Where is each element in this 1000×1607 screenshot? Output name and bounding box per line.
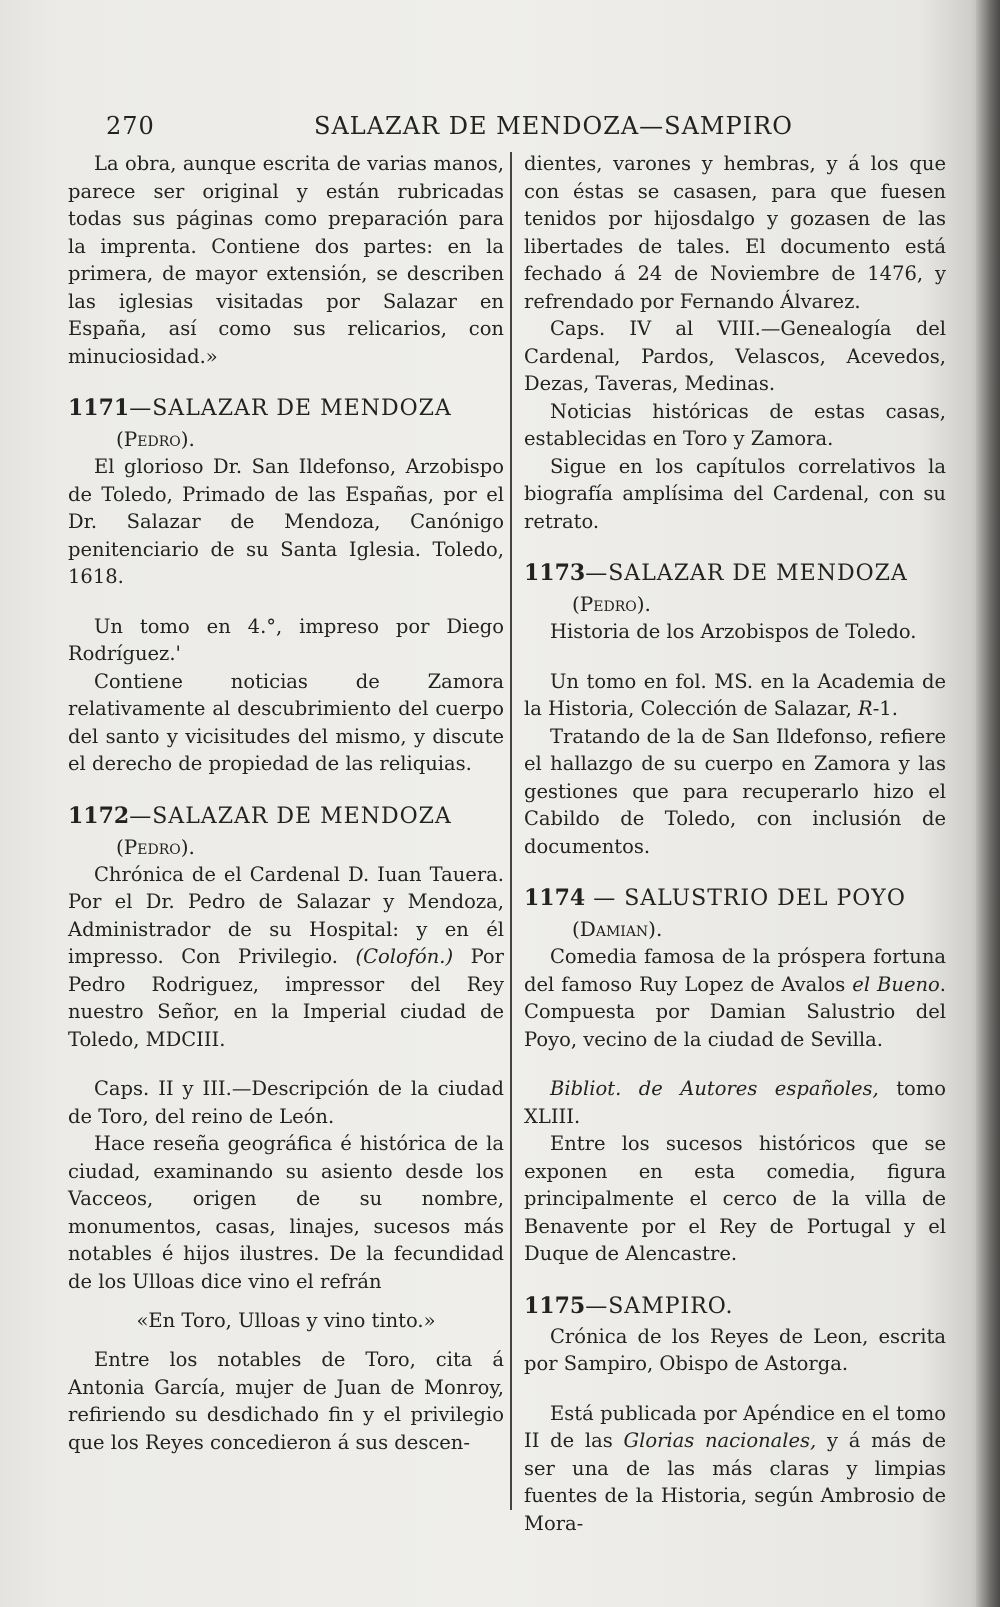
entry-title: Chrónica de el Cardenal D. Iuan Tauera. Por el Dr. Pedro de Salazar y Mendoza, Administrador de su Hospital: y en él impresso. Con Privilegio. (Colofón.) Por Pedro Rodriguez, impressor del Rey nuestro Señor, en la Imperial ciudad de Toledo, MDCIII. <box>68 862 504 1051</box>
book-spine-shadow <box>976 0 1000 1607</box>
entry-title: Historia de los Arzobispos de Toledo. <box>550 620 917 643</box>
paragraph: Caps. IV al VIII.—Genealogía del Cardenal, Pardos, Velascos, Acevedos, Dezas, Taveras, Medinas. <box>524 317 946 395</box>
entry-description: Un tomo en 4.°, impreso por Diego Rodríguez.' <box>68 614 504 665</box>
left-column <box>68 150 504 1456</box>
paragraph-continued: dientes, varones y hembras, y á los que con éstas se casasen, para que fuesen tenidos por hijosdalgo y gozasen de las libertades de tales. El documento está fechado á 24 de Noviembre de 1476, y refrendado por Fernando Álvarez. <box>524 152 946 313</box>
entry-description: Caps. II y III.—Descripción de la ciudad de Toro, del reino de León. <box>68 1077 504 1128</box>
entry-heading-1173: 1173—SALAZAR DE MENDOZA <box>524 560 908 586</box>
entry-description: Tratando de la de San Ildefonso, refiere el hallazgo de su cuerpo en Zamora y las gestiones que para recuperarlo hizo el Cabildo de Toledo, con inclusión de documentos. <box>524 724 946 858</box>
paragraph: Sigue en los capítulos correlativos la biografía amplísima del Cardenal, con su retrato. <box>524 454 946 533</box>
entry-heading-1171: 1171—SALAZAR DE MENDOZA <box>68 395 452 421</box>
entry-given-name: (Damian). <box>572 917 663 941</box>
entry-title: El glorioso Dr. San Ildefonso, Arzobispo de Toledo, Primado de las Españas, por el Dr. Salazar de Mendoza, Canónigo penitenciario de su Santa Iglesia. Toledo, 1618. <box>68 455 504 588</box>
paragraph: Noticias históricas de estas casas, establecidas en Toro y Zamora. <box>524 399 946 450</box>
entry-title: Comedia famosa de la próspera fortuna del famoso Ruy Lopez de Avalos el Bueno. Compuesta por Damian Salustrio del Poyo, vecino de la ciudad de Sevilla. <box>524 945 946 1051</box>
entry-description: Está publicada por Apéndice en el tomo II de las Glorias nacionales, y á más de ser una de las más claras y limpias fuentes de la Historia, según Ambrosio de Mora- <box>524 1401 946 1535</box>
column-divider <box>510 152 512 1510</box>
entry-given-name: (Pedro). <box>116 834 195 859</box>
right-column <box>524 150 946 1537</box>
paragraph-continued: La obra, aunque escrita de varias manos, parece ser original y están rubricadas todas sus páginas como preparación para la imprenta. Contiene dos partes: en la primera, de mayor extensión, se describen las iglesias visitadas por Salazar en España, así como sus relicarios, con minuciosidad.» <box>68 152 504 368</box>
entry-heading-1175: 1175—SAMPIRO. <box>524 1292 734 1319</box>
entry-given-name: (Pedro). <box>116 427 195 451</box>
entry-description: Un tomo en fol. MS. en la Academia de la Historia, Colección de Salazar, R-1. <box>524 669 946 720</box>
entry-description: Hace reseña geográfica é histórica de la ciudad, examinando su asiento desde los Vacceos, origen de su nombre, monumentos, casas, linajes, sucesos más notables é hijos ilustres. De la fecundidad de los Ulloas dice vino el refrán <box>68 1132 504 1293</box>
entry-description: Entre los sucesos históricos que se exponen en esta comedia, figura principalmente el cerco de la villa de Benavente por el Rey de Portugal y el Duque de Alencastre. <box>524 1132 946 1265</box>
entry-given-name: (Pedro). <box>572 592 651 616</box>
entry-description: Entre los notables de Toro, cita á Antonia García, mujer de Juan de Monroy, refiriendo su desdichado fin y el privilegio que los Reyes concedieron á sus descen- <box>68 1348 504 1454</box>
page-number: 270 <box>106 112 155 140</box>
entry-description: Contiene noticias de Zamora relativamente al descubrimiento del cuerpo del santo y vicisitudes del mismo, y discute el derecho de propiedad de las reliquias. <box>68 669 504 775</box>
entry-heading-1172: 1172—SALAZAR DE MENDOZA <box>68 802 452 829</box>
entry-description: Bibliot. de Autores españoles, tomo XLIII. <box>524 1077 947 1128</box>
entry-title: Crónica de los Reyes de Leon, escrita por Sampiro, Obispo de Astorga. <box>524 1324 946 1375</box>
entry-heading-1174: 1174 — SALUSTRIO DEL POYO <box>524 885 906 911</box>
quoted-proverb: «En Toro, Ulloas y vino tinto.» <box>136 1309 436 1332</box>
running-title: SALAZAR DE MENDOZA—SAMPIRO <box>314 112 793 140</box>
running-head <box>106 112 793 142</box>
